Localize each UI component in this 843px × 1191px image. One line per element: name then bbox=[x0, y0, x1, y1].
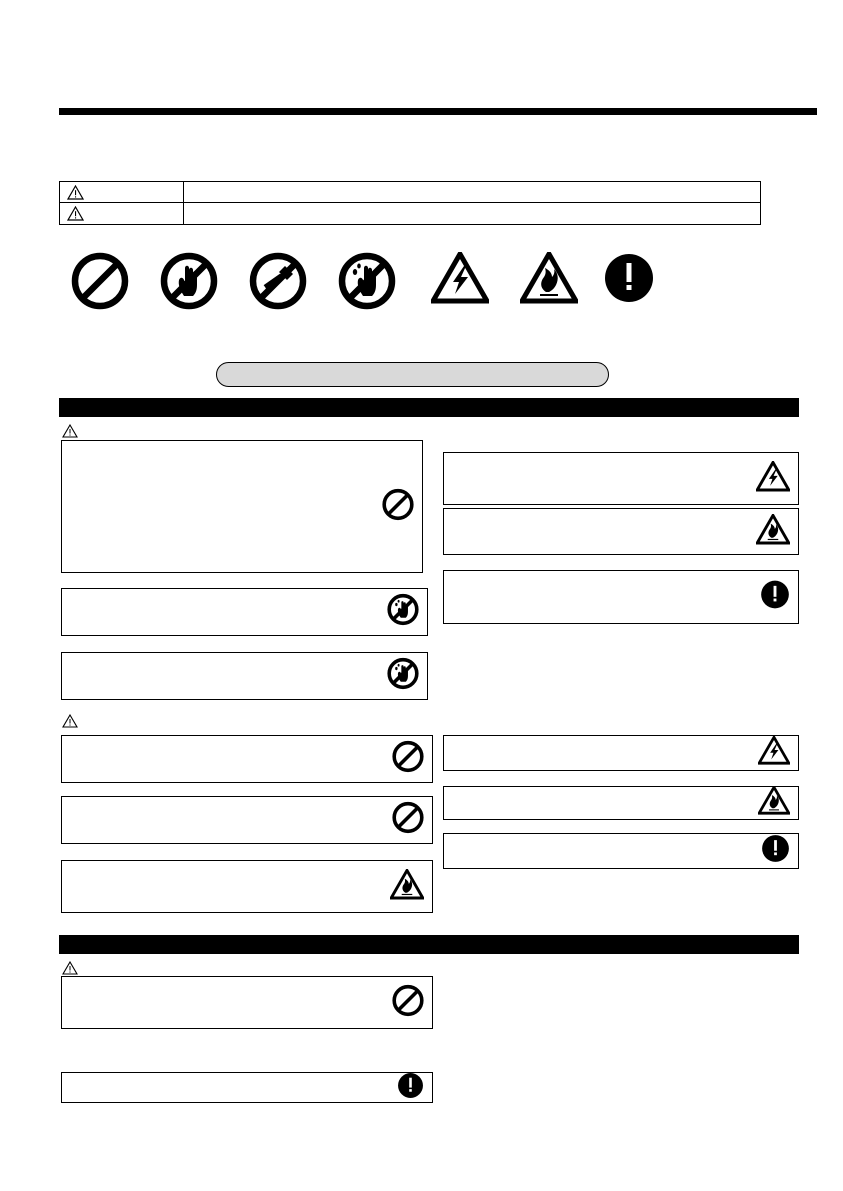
legend-icon-cell bbox=[60, 182, 184, 202]
instruction-box bbox=[443, 735, 799, 771]
instruction-box bbox=[443, 570, 799, 624]
mandatory-action-icon bbox=[761, 834, 790, 868]
mandatory-action-icon bbox=[603, 252, 655, 309]
instruction-box bbox=[443, 833, 799, 869]
mandatory-action-icon bbox=[397, 1072, 424, 1104]
instruction-box bbox=[61, 976, 433, 1029]
safety-icon-strip bbox=[71, 252, 611, 308]
do-not-touch-wet-hands-icon bbox=[338, 252, 396, 315]
do-not-touch-icon bbox=[160, 252, 218, 315]
instruction-box bbox=[61, 440, 423, 573]
caution-triangle-icon bbox=[62, 714, 78, 728]
electric-shock-hazard-icon bbox=[756, 461, 790, 497]
pill-heading bbox=[216, 362, 609, 387]
legend-row-text bbox=[184, 203, 760, 224]
prohibition-icon bbox=[392, 741, 424, 778]
warning-triangle-icon bbox=[62, 961, 78, 975]
header-rule bbox=[59, 108, 817, 115]
hot-surface-hazard-icon bbox=[756, 514, 790, 550]
prohibition-icon bbox=[392, 984, 424, 1021]
instruction-box bbox=[443, 452, 799, 505]
warning-triangle-icon bbox=[67, 185, 84, 200]
legend-icon-cell bbox=[60, 203, 184, 224]
legend-row bbox=[60, 203, 760, 224]
warning-triangle-icon bbox=[62, 424, 78, 438]
mandatory-action-icon bbox=[760, 580, 790, 615]
instruction-box bbox=[61, 796, 433, 844]
section-one-bar bbox=[59, 398, 799, 417]
instruction-box bbox=[61, 860, 433, 913]
instruction-box bbox=[61, 1072, 433, 1103]
instruction-box bbox=[443, 508, 799, 555]
electric-shock-hazard-icon bbox=[758, 736, 790, 770]
legend-row-text bbox=[184, 182, 760, 202]
instruction-box bbox=[61, 652, 428, 700]
instruction-box bbox=[61, 735, 433, 783]
prohibition-icon bbox=[71, 252, 129, 315]
do-not-touch-wet-hands-icon bbox=[387, 594, 419, 631]
instruction-box bbox=[61, 588, 428, 636]
do-not-disassemble-icon bbox=[249, 252, 307, 315]
hot-surface-hazard-icon bbox=[520, 252, 578, 309]
do-not-touch-wet-hands-icon bbox=[387, 658, 419, 695]
legend-row bbox=[60, 182, 760, 203]
hot-surface-hazard-icon bbox=[390, 869, 424, 905]
section-two-bar bbox=[59, 935, 799, 954]
prohibition-icon bbox=[392, 802, 424, 839]
prohibition-icon bbox=[382, 488, 414, 525]
instruction-box bbox=[443, 786, 799, 820]
legend-table bbox=[59, 181, 761, 225]
hot-surface-hazard-icon bbox=[758, 786, 790, 820]
caution-triangle-icon bbox=[67, 206, 84, 221]
electric-shock-hazard-icon bbox=[431, 252, 489, 309]
